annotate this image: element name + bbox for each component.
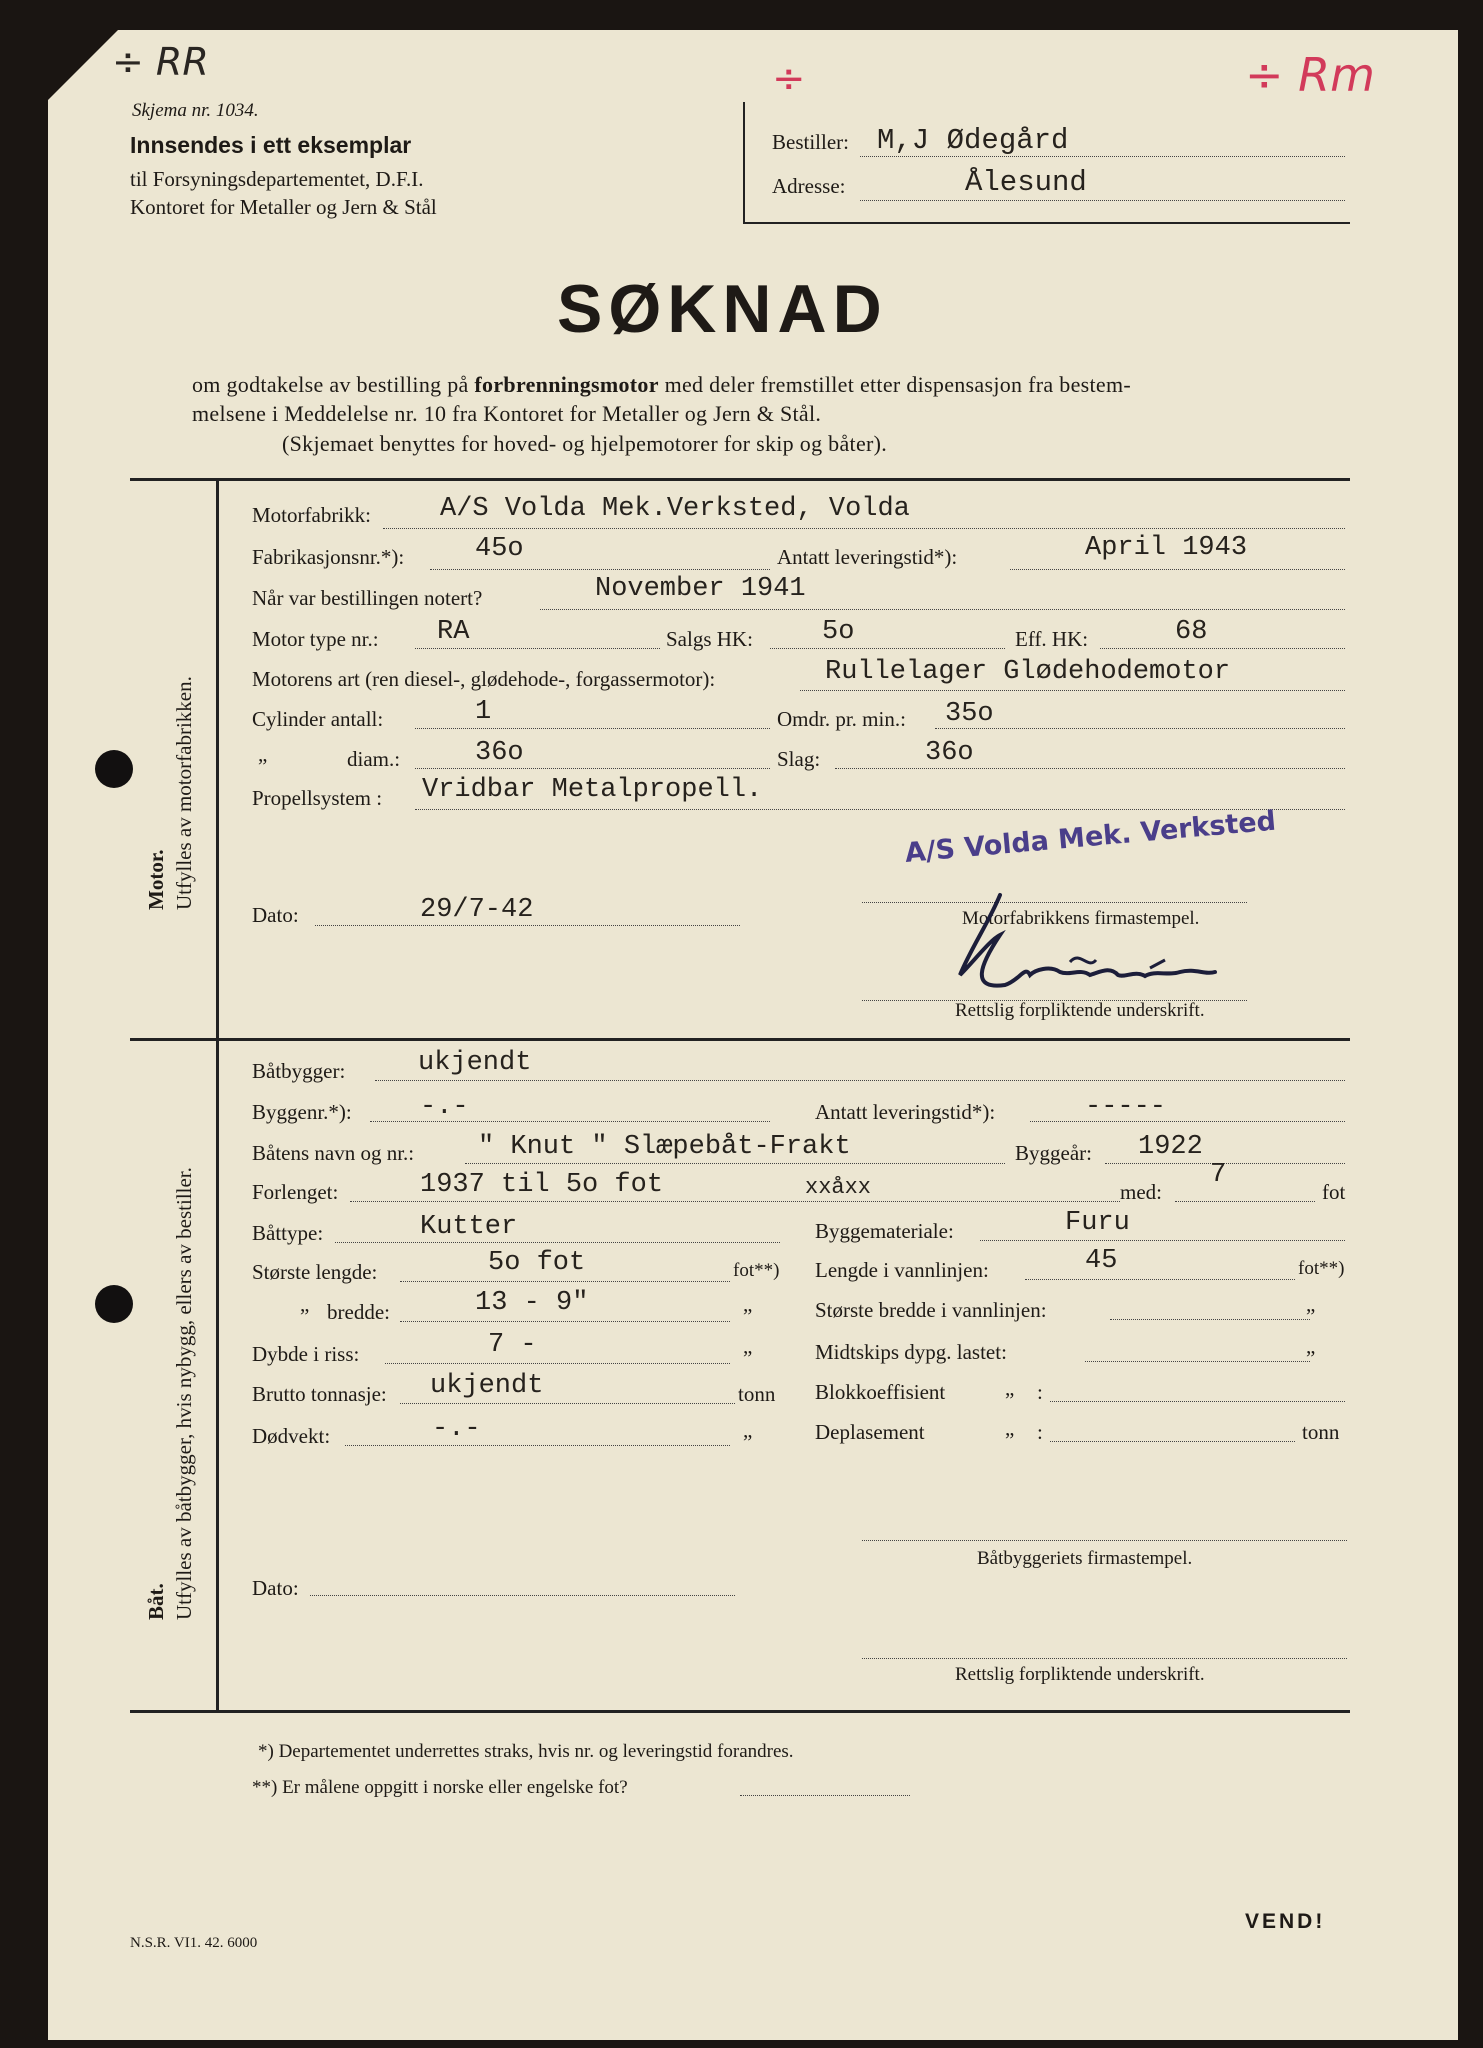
corner-handwritten-mark: ÷ RR <box>112 40 209 84</box>
boat-underskrift-label: Rettslig forpliktende underskrift. <box>955 1664 1205 1685</box>
blokk-label: Blokkoeffisient <box>815 1380 946 1404</box>
forlenget-label: Forlenget: <box>252 1180 339 1204</box>
bestilling-line <box>540 609 1345 610</box>
byggeaar-label: Byggeår: <box>1015 1141 1092 1165</box>
byggemateriale-value: Furu <box>1065 1208 1130 1238</box>
baatbygger-value: ukjendt <box>418 1048 532 1078</box>
baatnavn-value: " Knut " Slæpebåt-Frakt <box>478 1132 851 1162</box>
red-mark-right: ÷ Rm <box>1245 48 1375 102</box>
bredde-line <box>400 1321 730 1322</box>
page-title: SØKNAD <box>557 271 888 347</box>
footnote-2-line <box>740 1795 910 1796</box>
motor-leveringstid-label: Antatt leveringstid*): <box>777 545 958 569</box>
dypg-line <box>1085 1361 1310 1362</box>
cylinder-label: Cylinder antall: <box>252 707 384 731</box>
forlenget-value: 1937 til 5o fot <box>420 1170 664 1200</box>
bredde-value: 13 - 9" <box>475 1288 589 1318</box>
form-number: Skjema nr. 1034. <box>132 100 259 121</box>
bredde-label: bredde: <box>327 1300 390 1324</box>
dypg-label: Midtskips dypg. lastet: <box>815 1340 1007 1364</box>
brutto-label: Brutto tonnasje: <box>252 1382 387 1406</box>
salgs-hk-label: Salgs HK: <box>666 627 753 651</box>
punch-hole-bottom <box>95 1285 133 1323</box>
boat-leveringstid-value: ----- <box>1085 1092 1167 1122</box>
motor-side-label: Motor. <box>144 849 168 910</box>
motor-underskrift-label: Rettslig forpliktende underskrift. <box>955 1000 1205 1021</box>
bredde-vannlinje-unit: „ <box>1306 1292 1316 1316</box>
omdr-label: Omdr. pr. min.: <box>777 707 906 731</box>
lengde-value: 5o fot <box>488 1248 586 1278</box>
fabrikasjonsnr-line <box>430 569 770 570</box>
diam-line <box>415 768 770 769</box>
bestilling-value: November 1941 <box>595 574 806 604</box>
slag-value: 36o <box>925 738 974 768</box>
slag-label: Slag: <box>777 747 821 771</box>
motorfabrikk-label: Motorfabrikk: <box>252 503 371 527</box>
blokk-quote: „ <box>1005 1376 1015 1400</box>
cylinder-value: 1 <box>475 697 492 727</box>
dybde-value: 7 - <box>488 1330 537 1360</box>
boat-leveringstid-line <box>1030 1121 1345 1122</box>
boat-stamp-line <box>862 1540 1347 1541</box>
print-code: N.S.R. VI1. 42. 6000 <box>130 1935 258 1951</box>
deplasement-unit: tonn <box>1302 1420 1340 1444</box>
adresse-value: Ålesund <box>965 166 1087 199</box>
baattype-label: Båttype: <box>252 1221 324 1245</box>
boat-signature-line <box>862 1658 1347 1659</box>
title-description-line-1: om godtakelse av bestilling på forbrenningsmotor med deler fremstillet etter dispensasjon fra bestem- <box>192 372 1132 397</box>
baatnavn-line <box>465 1163 1005 1164</box>
vannlinje-label: Lengde i vannlinjen: <box>815 1258 989 1282</box>
adresse-line <box>860 200 1345 201</box>
baatbygger-line <box>375 1080 1345 1081</box>
boat-side-sublabel: Utfylles av båtbygger, hvis nybygg, ellers av bestiller. <box>172 1167 196 1620</box>
forlenget-extra: xxåxx <box>805 1175 872 1200</box>
med-value: 7 <box>1210 1160 1227 1190</box>
punch-hole-top <box>95 750 133 788</box>
dybde-label: Dybde i riss: <box>252 1342 360 1366</box>
propell-value: Vridbar Metalpropell. <box>422 775 763 805</box>
motor-leveringstid-line <box>1010 569 1345 570</box>
motor-firmastempel-label: Motorfabrikkens firmastempel. <box>962 908 1200 929</box>
blokk-line <box>1050 1401 1345 1402</box>
lengde-unit: fot**) <box>733 1260 780 1281</box>
propell-label: Propellsystem : <box>252 786 383 810</box>
orderer-box-left <box>743 102 745 224</box>
baattype-line <box>335 1242 780 1243</box>
boat-firmastempel-label: Båtbyggeriets firmastempel. <box>977 1548 1193 1569</box>
motor-company-stamp: A/S Volda Mek. Verksted <box>903 805 1278 869</box>
bredde-quote: „ <box>300 1292 310 1316</box>
forlenget-line <box>350 1201 1120 1202</box>
motorfabrikk-line <box>383 528 1345 529</box>
eff-hk-label: Eff. HK: <box>1015 627 1089 651</box>
dodvekt-unit: „ <box>743 1418 753 1442</box>
vannlinje-unit: fot**) <box>1298 1258 1345 1279</box>
boat-dato-label: Dato: <box>252 1576 299 1600</box>
salgs-hk-value: 5o <box>822 617 855 647</box>
motorfabrikk-value: A/S Volda Mek.Verksted, Volda <box>440 494 910 524</box>
cylinder-line <box>415 728 770 729</box>
motor-signature <box>950 880 1300 1010</box>
vannlinje-line <box>1025 1279 1295 1280</box>
byggenr-label: Byggenr.*): <box>252 1100 352 1124</box>
bredde-vannlinje-line <box>1110 1319 1310 1320</box>
diam-value: 36o <box>475 738 524 768</box>
bestiller-value: M,J Ødegård <box>877 124 1069 157</box>
boat-side-label: Båt. <box>144 1583 168 1620</box>
addressee-line-2: Kontoret for Metaller og Jern & Stål <box>130 195 437 219</box>
vannlinje-value: 45 <box>1085 1246 1118 1276</box>
omdr-line <box>935 728 1345 729</box>
eff-hk-value: 68 <box>1175 617 1208 647</box>
motor-leveringstid-value: April 1943 <box>1085 533 1248 563</box>
blokk-colon: : <box>1037 1380 1043 1404</box>
med-line <box>1175 1201 1315 1202</box>
boat-section-top <box>130 1038 1350 1041</box>
deplasement-label: Deplasement <box>815 1420 925 1444</box>
deplasement-colon: : <box>1037 1420 1043 1444</box>
deplasement-line <box>1050 1441 1295 1442</box>
boat-dato-line <box>310 1595 735 1596</box>
baatbygger-label: Båtbygger: <box>252 1059 346 1083</box>
fabrikasjonsnr-value: 45o <box>475 534 524 564</box>
dypg-unit: „ <box>1306 1334 1316 1358</box>
title-description-line-3: (Skjemaet benyttes for hoved- og hjelpemotorer for skip og båter). <box>282 431 888 456</box>
submission-instruction: Innsendes i ett eksemplar <box>130 132 412 158</box>
baattype-value: Kutter <box>420 1212 518 1242</box>
byggemateriale-line <box>980 1240 1345 1241</box>
baatnavn-label: Båtens navn og nr.: <box>252 1141 415 1165</box>
diam-quote: „ <box>258 742 268 766</box>
dybde-line <box>385 1363 730 1364</box>
boat-section-bottom <box>130 1710 1350 1713</box>
motor-art-label: Motorens art (ren diesel-, glødehode-, forgassermotor): <box>252 667 716 691</box>
boat-leveringstid-label: Antatt leveringstid*): <box>815 1100 996 1124</box>
red-mark-center: ÷ <box>772 56 806 102</box>
motor-type-value: RA <box>437 617 470 647</box>
bestilling-label: Når var bestillingen notert? <box>252 586 483 610</box>
motor-art-line <box>800 690 1345 691</box>
motor-art-value: Rullelager Glødehodemotor <box>825 657 1231 687</box>
med-fot-label: fot <box>1322 1180 1346 1204</box>
motor-dato-value: 29/7-42 <box>420 895 534 925</box>
footnote-2: **) Er målene oppgitt i norske eller engelske fot? <box>252 1777 628 1798</box>
fabrikasjonsnr-label: Fabrikasjonsnr.*): <box>252 545 405 569</box>
motor-type-label: Motor type nr.: <box>252 627 379 651</box>
adresse-label: Adresse: <box>772 174 846 198</box>
diam-label: diam.: <box>347 747 401 771</box>
orderer-box-bottom <box>743 222 1350 224</box>
bredde-vannlinje-label: Største bredde i vannlinjen: <box>815 1298 1047 1322</box>
eff-hk-line <box>1100 648 1345 649</box>
lengde-label: Største lengde: <box>252 1260 378 1284</box>
slag-line <box>835 768 1345 769</box>
dybde-unit: „ <box>743 1334 753 1358</box>
vend-instruction: VEND! <box>1245 1910 1326 1933</box>
brutto-line <box>400 1403 735 1404</box>
motor-dato-line <box>315 925 740 926</box>
dodvekt-line <box>345 1445 730 1446</box>
motor-type-line <box>415 648 660 649</box>
dodvekt-value: -.- <box>432 1414 481 1444</box>
propell-line <box>415 809 1345 810</box>
byggenr-value: -.- <box>420 1092 469 1122</box>
motor-dato-label: Dato: <box>252 903 299 927</box>
brutto-value: ukjendt <box>430 1371 544 1401</box>
dodvekt-label: Dødvekt: <box>252 1424 331 1448</box>
folded-corner <box>48 30 118 100</box>
motor-side-sublabel: Utfylles av motorfabrikken. <box>172 676 196 910</box>
med-label: med: <box>1120 1180 1162 1204</box>
byggeaar-value: 1922 <box>1138 1132 1203 1162</box>
title-description-line-2: melsene i Meddelelse nr. 10 fra Kontoret for Metaller og Jern & Stål. <box>192 401 822 426</box>
bestiller-label: Bestiller: <box>772 130 849 154</box>
deplasement-quote: „ <box>1005 1416 1015 1440</box>
brutto-unit: tonn <box>738 1382 776 1406</box>
lengde-line <box>400 1281 730 1282</box>
bredde-unit: „ <box>743 1292 753 1316</box>
section-divider <box>216 478 219 1712</box>
byggemateriale-label: Byggemateriale: <box>815 1219 954 1243</box>
omdr-value: 35o <box>945 699 994 729</box>
motor-section-top <box>130 478 1350 481</box>
footnote-1: *) Departementet underrettes straks, hvis nr. og leveringstid forandres. <box>258 1741 794 1762</box>
salgs-hk-line <box>770 648 1005 649</box>
addressee-line-1: til Forsyningsdepartementet, D.F.I. <box>130 167 424 191</box>
